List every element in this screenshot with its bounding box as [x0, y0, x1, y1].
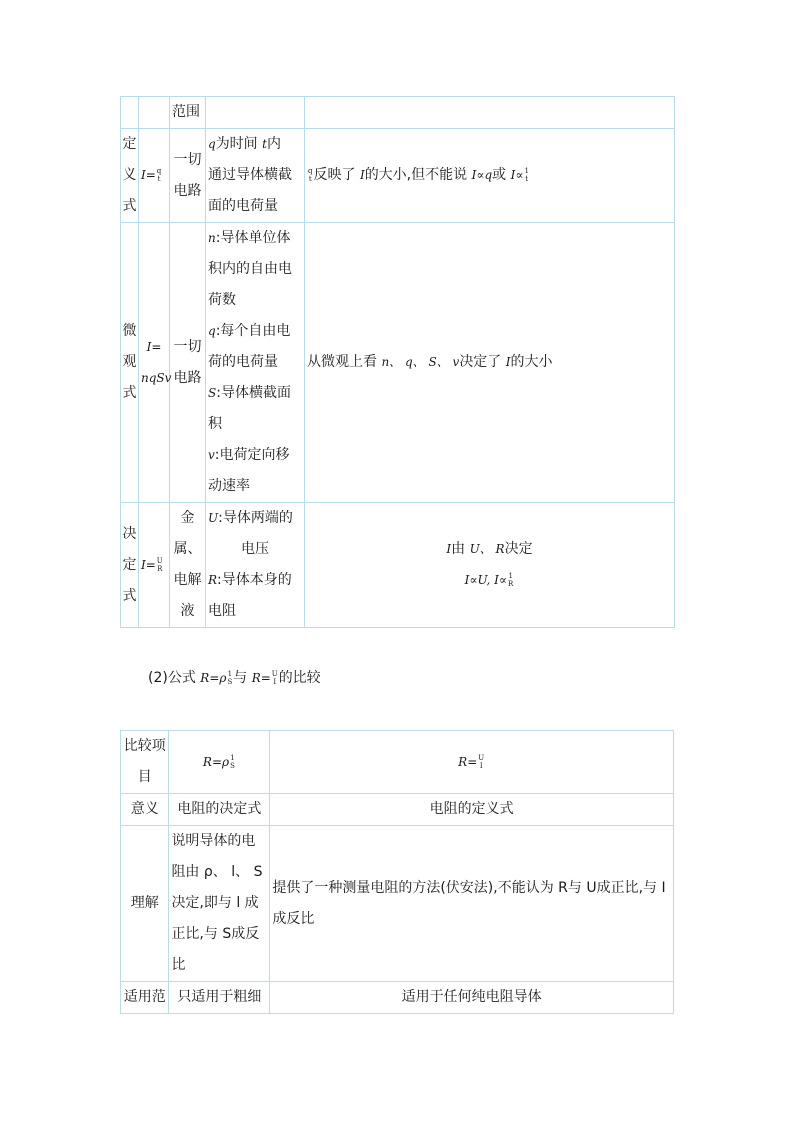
table-row: [121, 731, 674, 794]
meaning-definition: q为时间 t内 通过导体横截 面的电荷量: [206, 129, 305, 223]
formula-microscopic: I= nqSv: [139, 223, 170, 503]
resistance-comparison-table: [120, 730, 674, 1014]
row-name-definition: 定 义 式: [121, 129, 139, 223]
understanding-c1: 说明导体的电 阻由 ρ、 l、 S 决定,即与 l 成 正比,与 S成反 比: [169, 826, 270, 982]
row-name-microscopic: 微 观 式: [121, 223, 139, 503]
table-row: [121, 223, 675, 503]
formula-definition: I= q t: [139, 129, 170, 223]
meaning-microscopic: n:导体单位体 积内的自由电 荷数 q:每个自由电 荷的电荷量 S:导体横截面 积 v:电荷定向移 动速率: [206, 223, 305, 503]
header-definition-formula: R= U I: [270, 731, 674, 794]
scope-definition: 一切 电路: [170, 129, 206, 223]
table-row: [121, 503, 675, 628]
note-definition: q t 反映了 I的大小,但不能说 I∝q或 I∝ 1 t: [305, 129, 675, 223]
table-row: 理解 说明导体的电 阻由 ρ、 l、 S 决定,即与 l 成 正比,与 S成反 比 提供了一种测量电阻的方法(伏安法),不能认为 R与 U成正比,与 I 成反比: [121, 826, 674, 982]
table-row: 意义 电阻的决定式 电阻的定义式: [121, 794, 674, 826]
header-item: 比较项 目: [121, 731, 169, 794]
formula-determining: I= U R: [139, 503, 170, 628]
scope-determining: 金属、 电解 液: [170, 503, 206, 628]
current-formula-table: [120, 96, 675, 628]
note-determining: I由 U、 R决定 I∝U, I∝ 1 R: [305, 503, 675, 628]
table-row: [121, 129, 675, 223]
header-determining-formula: R=ρ 1 S: [169, 731, 270, 794]
understanding-c2: 提供了一种测量电阻的方法(伏安法),不能认为 R与 U成正比,与 I 成反比: [270, 826, 674, 982]
header-scope: 范围: [170, 97, 206, 129]
meaning-determining: U:导体两端的 电压 R:导体本身的 电阻: [206, 503, 305, 628]
section-caption: (2)公式 R=ρ 1 S 与 R= U I 的比较: [148, 670, 321, 686]
scope-microscopic: 一切 电路: [170, 223, 206, 503]
row-name-determining: 决 定 式: [121, 503, 139, 628]
table-row: 适用范 只适用于粗细 适用于任何纯电阻导体: [121, 982, 674, 1014]
note-microscopic: 从微观上看 n、 q、 S、 v决定了 I的大小: [305, 223, 675, 503]
table-row: [121, 97, 675, 129]
